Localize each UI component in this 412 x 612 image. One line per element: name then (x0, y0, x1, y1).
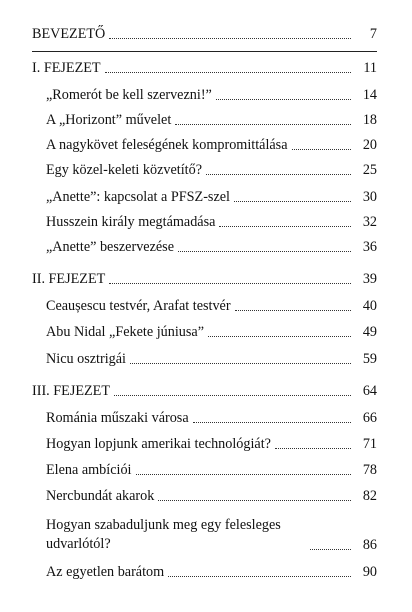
dot-leader (105, 72, 351, 73)
toc-entry-page: 11 (363, 60, 377, 76)
toc-entry-page: 14 (362, 87, 377, 103)
dot-leader (208, 336, 351, 337)
dot-leader (219, 226, 351, 227)
toc-entry-title: II. FEJEZET (32, 271, 106, 287)
dot-leader (234, 201, 351, 202)
toc-entry-title: Hogyan lopjunk amerikai technológiát? (46, 436, 271, 452)
toc-entry-title: Abu Nidal „Fekete júniusa” (46, 324, 204, 340)
dot-leader (168, 576, 351, 577)
toc-entry (32, 351, 377, 368)
toc-entry-page: 64 (362, 383, 377, 399)
toc-entry-title: Egy közel-keleti közvetítő? (46, 162, 203, 178)
dot-leader (109, 38, 351, 39)
dot-leader (158, 500, 351, 501)
toc-entry-page: 20 (362, 137, 377, 153)
toc-entry (32, 162, 377, 179)
dot-leader (178, 251, 351, 252)
toc-entry-page: 25 (362, 162, 377, 178)
dot-leader (114, 395, 351, 396)
toc-chapter-3 (32, 383, 377, 400)
toc-entry-page: 86 (362, 537, 377, 553)
toc-entry-title: A „Horizont” művelet (46, 112, 172, 128)
toc-entry-page: 78 (362, 462, 377, 478)
toc-entry (32, 214, 377, 231)
toc-entry-title: Husszein király megtámadása (46, 214, 216, 230)
dot-leader (216, 99, 351, 100)
toc-entry (32, 436, 377, 453)
toc-entry-page: 40 (362, 298, 377, 314)
toc-entry-page: 71 (362, 436, 377, 452)
toc-entry-page: 39 (362, 271, 377, 287)
toc-entry (32, 564, 377, 581)
dot-leader (292, 149, 351, 150)
dot-leader (130, 363, 351, 364)
toc-entry (32, 410, 377, 427)
toc-entry-title: Nicu osztrigái (46, 351, 126, 367)
toc-entry-page: 30 (362, 189, 377, 205)
toc-entry-page: 66 (362, 410, 377, 426)
toc-entry-bevezeto (32, 26, 377, 43)
toc-entry-page: 36 (362, 239, 377, 255)
toc-entry-title: III. FEJEZET (32, 383, 111, 399)
toc-entry (32, 462, 377, 479)
dot-leader (206, 174, 351, 175)
toc-entry (32, 137, 377, 154)
toc-entry-title: Ceaușescu testvér, Arafat testvér (46, 298, 231, 314)
toc-entry-page: 7 (369, 26, 377, 42)
toc-entry-title: A nagykövet feleségének kompromittálása (46, 137, 288, 153)
toc-entry (32, 239, 377, 256)
dot-leader (136, 474, 352, 475)
dot-leader (109, 283, 351, 284)
dot-leader (193, 422, 351, 423)
toc-entry (32, 112, 377, 129)
dot-leader (310, 549, 351, 550)
toc-entry-page: 90 (362, 564, 377, 580)
toc-entry-title: Románia műszaki városa (46, 410, 189, 426)
toc-entry-title: Az egyetlen barátom (46, 564, 165, 580)
toc-entry-page: 82 (362, 488, 377, 504)
toc-entry-title: BEVEZETŐ (32, 26, 106, 42)
toc-entry-page: 49 (362, 324, 377, 340)
dot-leader (235, 310, 351, 311)
toc-entry-page: 59 (362, 351, 377, 367)
toc-entry (32, 189, 377, 206)
toc-entry (32, 87, 377, 104)
toc-entry (32, 488, 377, 505)
toc-chapter-2 (32, 271, 377, 288)
toc-entry-title: Elena ambíciói (46, 462, 132, 478)
toc-entry (32, 324, 377, 341)
dot-leader (275, 448, 351, 449)
toc-entry-page: 32 (362, 214, 377, 230)
toc-entry-title: „Romerót be kell szervezni!” (46, 87, 212, 103)
toc-entry-title: Hogyan szabaduljunk meg egy felesleges udvarlótól? (46, 517, 281, 552)
toc-entry-title: I. FEJEZET (32, 60, 101, 76)
toc-entry-page: 18 (362, 112, 377, 128)
divider (32, 51, 377, 52)
toc-entry (32, 298, 377, 315)
toc-entry-title: Nercbundát akarok (46, 488, 155, 504)
toc-chapter-1 (32, 60, 377, 77)
toc-entry (32, 516, 377, 554)
toc-entry-title: „Anette” beszervezése (46, 239, 174, 255)
toc-entry-title: „Anette”: kapcsolat a PFSZ-szel (46, 189, 230, 205)
dot-leader (175, 124, 351, 125)
